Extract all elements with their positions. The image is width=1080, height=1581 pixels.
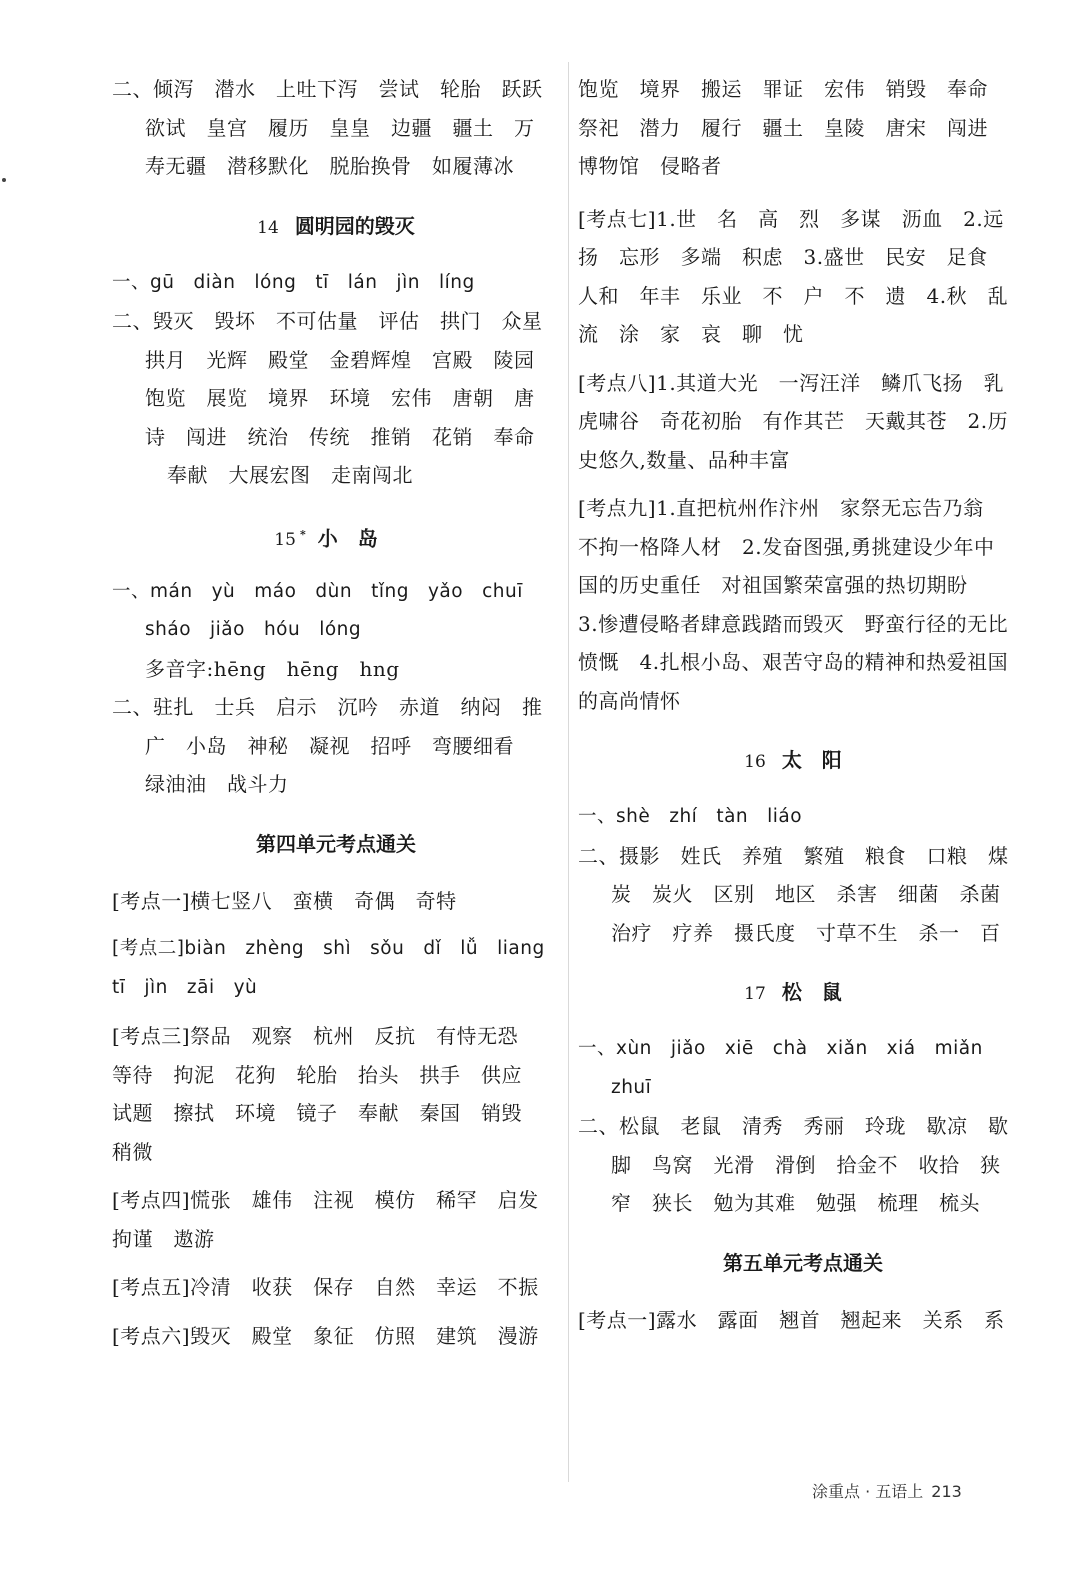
pinyin-line: sháo jiǎo hóu lóng bbox=[145, 619, 362, 640]
text-line: 窄 狭长 勉为其难 勉强 梳理 梳头 bbox=[611, 1191, 980, 1215]
pinyin-line: 一、mán yù máo dùn tǐng yǎo chuī bbox=[112, 580, 523, 602]
text-line: 二、毁灭 毁坏 不可估量 评估 拱门 众星 bbox=[112, 309, 543, 333]
lesson-15-heading bbox=[112, 515, 560, 555]
text-line: 炭 炭火 区别 地区 杀害 细菌 杀菌 bbox=[611, 882, 1001, 906]
kaodian-5: [考点五]冷清 收获 保存 自然 幸运 不振 bbox=[112, 1275, 539, 1299]
pinyin-line: 一、shè zhí tàn liáo bbox=[578, 806, 803, 827]
text-line: 欲试 皇宫 履历 皇皇 边疆 疆土 万 bbox=[145, 115, 535, 140]
text-line: 多音字:hēng hēng hng bbox=[145, 656, 400, 681]
text-line: 绿油油 战斗力 bbox=[145, 772, 289, 796]
text-line: 脚 鸟窝 光滑 滑倒 拾金不 收拾 狭 bbox=[611, 1152, 1001, 1177]
text-line: 国的历史重任 对祖国繁荣富强的热切期盼 bbox=[578, 573, 968, 597]
text-line: 二、驻扎 士兵 启示 沉吟 赤道 纳闷 推 bbox=[112, 695, 543, 719]
margin-dot bbox=[2, 178, 6, 182]
right-column bbox=[578, 70, 1028, 1339]
text-line: 人和 年丰 乐业 不 户 不 遗 4.秋 乱 bbox=[578, 283, 1009, 308]
left-column bbox=[112, 70, 560, 1355]
text-line: 虎啸谷 奇花初胎 有作其芒 天戴其苍 2.历 bbox=[578, 409, 1009, 433]
text-line: 博物馆 侵略者 bbox=[578, 154, 722, 178]
lesson-number: 15 bbox=[274, 530, 296, 551]
pinyin-line: 一、xùn jiǎo xiē chà xiǎn xiá miǎn bbox=[578, 1038, 983, 1059]
text-line: 广 小岛 神秘 凝视 招呼 弯腰细看 bbox=[145, 733, 514, 758]
lesson-number: 14 bbox=[257, 217, 279, 238]
text-line: 的高尚情怀 bbox=[578, 688, 681, 713]
text-line: 不拘一格降人材 2.发奋图强,勇挑建设少年中 bbox=[578, 534, 995, 559]
kaodian-6: [考点六]毁灭 殿堂 象征 仿照 建筑 漫游 bbox=[112, 1323, 539, 1348]
lesson-14-heading bbox=[112, 206, 560, 246]
unit-4-heading: 第四单元考点通关 bbox=[256, 831, 416, 856]
lesson-title: 松鼠 bbox=[781, 980, 862, 1004]
book-title: 涂重点 · 五语上 bbox=[812, 1482, 924, 1501]
lesson-title: 圆明园的毁灭 bbox=[294, 213, 415, 238]
text-line: 奉献 大展宏图 走南闯北 bbox=[167, 463, 413, 487]
text-line: 二、倾泻 潜水 上吐下泻 尝试 轮胎 跃跃 bbox=[112, 77, 543, 101]
lesson-number: 17 bbox=[744, 984, 766, 1004]
lesson-title: 太阳 bbox=[781, 748, 862, 772]
text-line: 拱月 光辉 殿堂 金碧辉煌 宫殿 陵园 bbox=[145, 347, 535, 372]
page-number: 213 bbox=[931, 1482, 962, 1501]
text-line: 拘谨 遨游 bbox=[112, 1226, 215, 1251]
kaodian-4: [考点四]慌张 雄伟 注视 模仿 稀罕 启发 bbox=[112, 1188, 539, 1212]
lesson-title: 小岛 bbox=[317, 526, 398, 551]
lesson-16-heading bbox=[578, 740, 1028, 780]
text-line: 饱览 境界 搬运 罪证 宏伟 销毁 奉命 bbox=[578, 77, 988, 101]
text-line: 诗 闯进 统治 传统 推销 花销 奉命 bbox=[145, 424, 535, 449]
text-line: 试题 擦拭 环境 镜子 奉献 秦国 销毁 bbox=[112, 1101, 522, 1125]
unit-5-heading: 第五单元考点通关 bbox=[723, 1250, 883, 1275]
text-line: 等待 拘泥 花狗 轮胎 抬头 拱手 供应 bbox=[112, 1062, 522, 1087]
text-line: 寿无疆 潜移默化 脱胎换骨 如履薄冰 bbox=[145, 154, 514, 178]
kaodian-1: [考点一]横七竖八 蛮横 奇偶 奇特 bbox=[112, 888, 457, 913]
text-line: 祭祀 潜力 履行 疆土 皇陵 唐宋 闯进 bbox=[578, 115, 988, 140]
column-divider bbox=[568, 62, 569, 1482]
text-line: 二、松鼠 老鼠 清秀 秀丽 玲珑 歇凉 歇 bbox=[578, 1114, 1009, 1138]
optional-lesson-star: * bbox=[299, 527, 306, 541]
lesson-17-heading bbox=[578, 972, 1028, 1012]
text-line: tī jìn zāi yù bbox=[112, 976, 258, 998]
text-line: 治疗 疗养 摄氏度 寸草不生 杀一 百 bbox=[611, 920, 1001, 945]
text-line: 愤慨 4.扎根小岛、艰苦守岛的精神和热爱祖国 bbox=[578, 650, 1009, 674]
kaodian-1: [考点一]露水 露面 翘首 翘起来 关系 系 bbox=[578, 1307, 1005, 1332]
kaodian-7: [考点七]1.世 名 高 烈 多谋 沥血 2.远 bbox=[578, 206, 1004, 231]
text-line: 史悠久,数量、品种丰富 bbox=[578, 447, 790, 472]
text-line: 饱览 展览 境界 环境 宏伟 唐朝 唐 bbox=[145, 386, 535, 410]
kaodian-2: [考点二]biàn zhèng shì sǒu dǐ lǚ liang bbox=[112, 938, 545, 959]
text-line: 稍微 bbox=[112, 1139, 153, 1164]
pinyin-line: 一、gū diàn lóng tī lán jìn líng bbox=[112, 271, 475, 293]
page-footer bbox=[812, 1479, 962, 1502]
text-line: 扬 忘形 多端 积虑 3.盛世 民安 足食 bbox=[578, 245, 988, 269]
text-line: 二、摄影 姓氏 养殖 繁殖 粮食 口粮 煤 bbox=[578, 843, 1009, 868]
lesson-number: 16 bbox=[744, 752, 766, 772]
kaodian-3: [考点三]祭品 观察 杭州 反抗 有恃无恐 bbox=[112, 1024, 519, 1048]
text-line: 流 涂 家 哀 聊 忧 bbox=[578, 322, 804, 346]
pinyin-line: zhuī bbox=[611, 1076, 652, 1098]
kaodian-9: [考点九]1.直把杭州作汴州 家祭无忘告乃翁 bbox=[578, 496, 984, 520]
kaodian-8: [考点八]1.其道大光 一泻汪洋 鳞爪飞扬 乳 bbox=[578, 370, 1005, 395]
text-line: 3.惨遭侵略者肆意践踏而毁灭 野蛮行径的无比 bbox=[578, 611, 1009, 636]
